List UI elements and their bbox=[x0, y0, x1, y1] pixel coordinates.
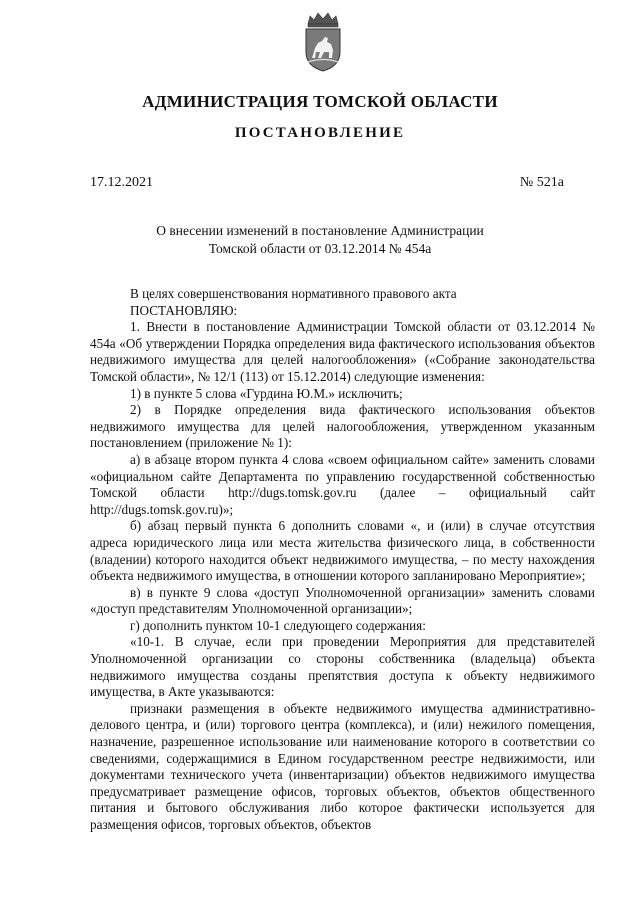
document-type: ПОСТАНОВЛЕНИЕ bbox=[234, 125, 406, 141]
subject-line-1: О внесении изменений в постановление Администрации bbox=[156, 223, 484, 238]
paragraph-8: «10-1. В случае, если при проведении Мероприятия для представителей Уполномоченной организации со стороны собственника (владельца) объекта недвижимого имущества созданы препятствия доступа к объекту недвижимого имущества, в Акте указываются: bbox=[90, 634, 595, 700]
paragraph-4: а) в абзаце втором пункта 4 слова «своем официальном сайте» заменить словами «официальном сайте Департамента по управлению государственной собственностью Томской области http://dugs.tomsk.gov.ru (далее – официальный сайт http://dugs.tomsk.gov.ru)»; bbox=[90, 451, 595, 517]
paragraph-5: б) абзац первый пункта 6 дополнить словами «, и (или) в случае отсутствия адреса юридического лица или места жительства физического лица, в собственности (владении) которого находится объект недвижимого имущества, – по месту нахождения объекта недвижимого имущества, в отношении которого запланировано Мероприятие»; bbox=[90, 518, 595, 584]
organization-title: АДМИНИСТРАЦИЯ ТОМСКОЙ ОБЛАСТИ bbox=[142, 92, 498, 111]
document-number: № 521а bbox=[519, 175, 564, 190]
document-body bbox=[90, 286, 595, 834]
paragraph-1: 1. Внести в постановление Администрации Томской области от 03.12.2014 № 454а «Об утверждении Порядка определения вида фактического использования объектов недвижимого имущества для целей налогообложения» («Собрание законодательства Томской области», № 12/1 (113) от 15.12.2014) следующие изменения: bbox=[90, 319, 595, 384]
preamble: В целях совершенствования нормативного правового акта bbox=[130, 286, 457, 301]
decree-word: ПОСТАНОВЛЯЮ: bbox=[130, 302, 238, 318]
paragraph-9: признаки размещения в объекте недвижимого имущества административно-делового центра, и (или) торгового центра (комплекса), и (или) нежилого помещения, назначение, разрешенное использование или наименование которого в соответствии со сведениями, содержащимися в Едином государственном реестре недвижимости, или документами технического учета (инвентаризации) объектов недвижимого имущества предусматривает размещение офисов, торговых объектов, объектов общественного питания и бытового обслуживания либо которое фактически используется для размещения офисов, торговых объектов, объектов bbox=[90, 700, 595, 832]
paragraph-3: 2) в Порядке определения вида фактического использования объектов недвижимого имущества для целей налогообложения, утвержденном указанным постановлением (приложение № 1): bbox=[90, 402, 595, 451]
paragraph-2: 1) в пункте 5 слова «Гурдина Ю.М.» исключить; bbox=[130, 385, 403, 401]
document-date: 17.12.2021 bbox=[90, 175, 153, 190]
paragraph-7: г) дополнить пунктом 10-1 следующего содержания: bbox=[130, 617, 426, 633]
paragraph-6: в) в пункте 9 слова «доступ Уполномоченной организации» заменить словами «доступ представителям Уполномоченной организации»; bbox=[90, 584, 595, 617]
tomsk-coat-of-arms-icon bbox=[298, 10, 348, 74]
document-subject bbox=[0, 222, 640, 258]
subject-line-2: Томской области от 03.12.2014 № 454а bbox=[208, 241, 432, 256]
